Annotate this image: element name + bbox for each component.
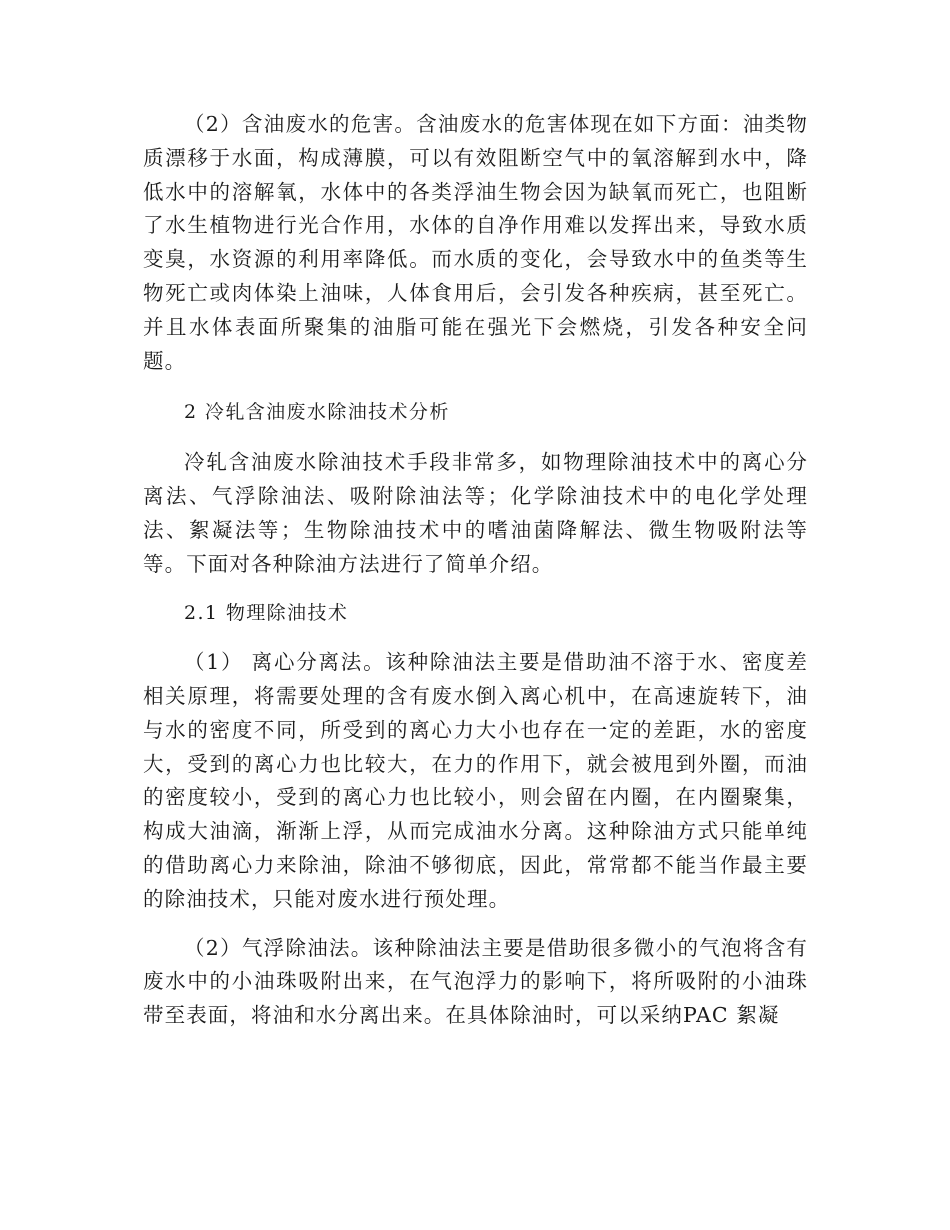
paragraph-air-flotation: （2）气浮除油法。该种除油法主要是借助很多微小的气泡将含有废水中的小油珠吸附出来，在气泡浮力的影响下，将所吸附的小油珠带至表面，将油和水分离出来。在具体除油时，可以采纳PAC 絮凝 [143, 935, 808, 1028]
paragraph-gap [143, 581, 808, 597]
paragraph-oily-wastewater-hazards: （2）含油废水的危害。含油废水的危害体现在如下方面：油类物质漂移于水面，构成薄膜，可以有效阻断空气中的氧溶解到水中，降低水中的溶解氧，水体中的各类浮油生物会因为缺氧而死亡，也阻断了水生植物进行光合作用，水体的自净作用难以发挥出来，导致水质变臭，水资源的利用率降低。而水质的变化，会导致水中的鱼类等生物死亡或肉体染上油味，人体食用后，会引发各种疾病，甚至死亡。并且水体表面所聚集的油脂可能在强光下会燃烧，引发各种安全问题。 [143, 112, 808, 373]
document-page [143, 108, 808, 1033]
section-heading-2: 2 冷轧含油废水除油技术分析 [184, 401, 450, 424]
paragraph-deoiling-overview: 冷轧含油废水除油技术手段非常多，如物理除油技术中的离心分离法、气浮除油法、吸附除油法等；化学除油技术中的电化学处理法、絮凝法等；生物除油技术中的嗜油菌降解法、微生物吸附法等等。下面对各种除油方法进行了简单介绍。 [143, 450, 808, 576]
paragraph-gap [143, 430, 808, 446]
paragraph-gap [143, 917, 808, 932]
section-heading-2-1: 2.1 物理除油技术 [184, 602, 349, 625]
paragraph-centrifugal-separation: （1） 离心分离法。该种除油法主要是借助油不溶于水、密度差相关原理，将需要处理的含有废水倒入离心机中，在高速旋转下，油与水的密度不同，所受到的离心力大小也存在一定的差距，水的密度大，受到的离心力也比较大，在力的作用下，就会被甩到外圈，而油的密度较小，受到的离心力也比较小，则会留在内圈，在内圈聚集，构成大油滴，渐渐上浮，从而完成油水分离。这种除油方式只能单纯的借助离心力来除油，除油不够彻底，因此，常常都不能当作最主要的除油技术，只能对废水进行预处理。 [143, 650, 808, 911]
paragraph-gap [143, 631, 808, 646]
paragraph-gap [143, 378, 808, 396]
